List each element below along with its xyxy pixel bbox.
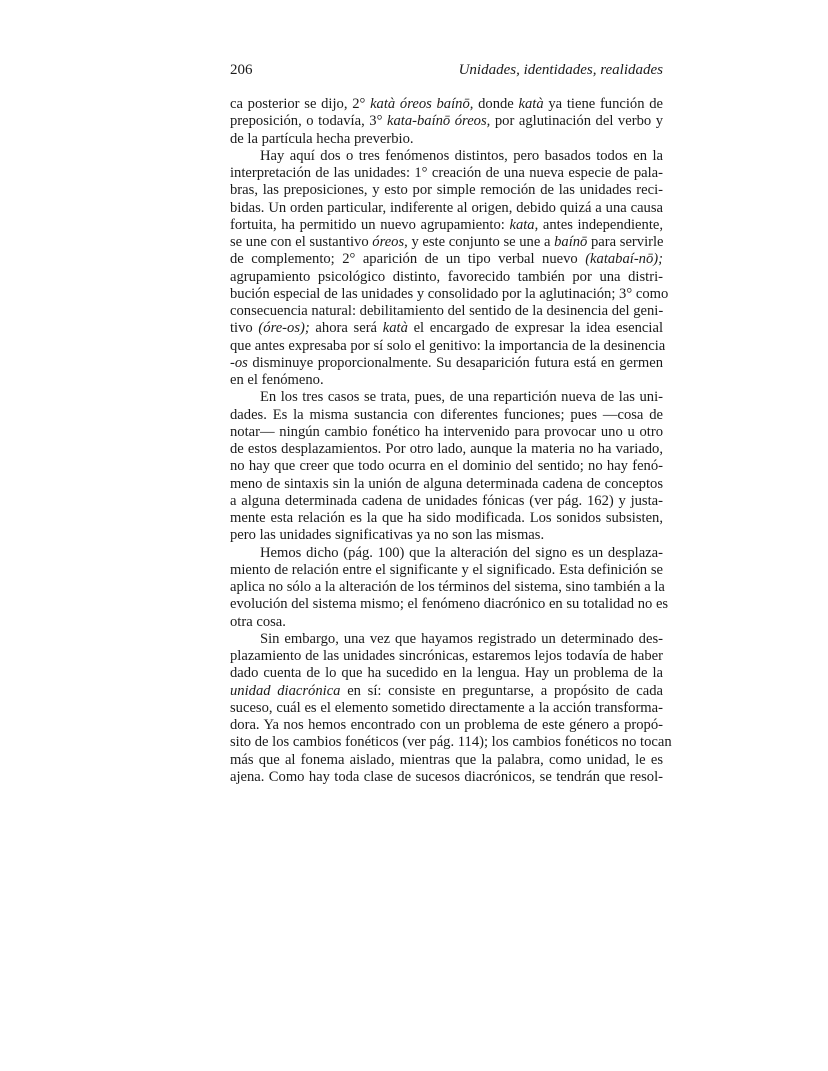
text-line: interpretación de las unidades: 1° creación de una nueva especie de pala-: [230, 165, 663, 181]
text-line: que antes expresaba por sí solo el genitivo: la importancia de la desinencia: [230, 337, 666, 354]
text-line: de complemento; 2° aparición de un tipo verbal nuevo (katabaí-nō);: [230, 251, 663, 268]
text-line: de estos desplazamientos. Por otro lado, aunque la materia no ha variado,: [230, 441, 663, 457]
text-line: mente esta relación es la que ha sido modificada. Los sonidos subsisten,: [230, 510, 663, 526]
text-line: ca posterior se dijo, 2° katà óreos baínō, donde katà ya tiene función de: [230, 96, 664, 112]
text-line: no hay que creer que todo ocurra en el dominio del sentido; no hay fenó-: [230, 458, 663, 475]
text-line: a alguna determinada cadena de unidades fónicas (ver pág. 162) y justa-: [230, 492, 663, 509]
text-line: en el fenómeno.: [230, 372, 324, 388]
text-line: pero las unidades significativas ya no son las mismas.: [230, 527, 545, 544]
text-line: dades. Es la misma sustancia con diferentes funciones; pues —cosa de: [230, 406, 663, 423]
text-line: fortuita, ha permitido un nuevo agrupamiento: kata, antes independiente,: [230, 216, 664, 233]
text-line: agrupamiento psicológico distinto, favorecido también por una distri-: [230, 268, 663, 285]
text-line: En los tres casos se trata, pues, de una repartición nueva de las uni-: [260, 389, 663, 406]
text-line: bidas. Un orden particular, indiferente al origen, debido quizá a una causa: [230, 199, 663, 216]
text-line: evolución del sistema mismo; el fenómeno diacrónico en su totalidad no es: [230, 596, 669, 613]
text-line: dora. Ya nos hemos encontrado con un problema de este género a propó-: [230, 717, 663, 733]
text-line: tivo (óre-os); ahora será katà el encargado de expresar la idea esencial: [230, 320, 663, 337]
running-title: Unidades, identidades, realidades: [458, 62, 663, 78]
text-line: plazamiento de las unidades sincrónicas, estaremos lejos todavía de haber: [230, 648, 663, 664]
text-line: dado cuenta de lo que ha sucedido en la lengua. Hay un problema de la: [230, 665, 663, 682]
text-line: Hay aquí dos o tres fenómenos distintos, pero basados todos en la: [260, 147, 663, 164]
text-line: bras, las preposiciones, y esto por simple remoción de las unidades reci-: [230, 182, 663, 199]
text-line: se une con el sustantivo óreos, y este conjunto se une a baínō para servirle: [230, 234, 664, 250]
text-line: sito de los cambios fonéticos (ver pág. 114); los cambios fonéticos no tocan: [230, 734, 672, 751]
running-header: [230, 62, 663, 82]
text-line: de la partícula hecha preverbio.: [230, 130, 414, 147]
text-line: notar— ningún cambio fonético ha intervenido para provocar uno u otro: [230, 423, 663, 440]
text-line: más que al fonema aislado, mientras que la palabra, como unidad, le es: [230, 751, 663, 768]
page-number: 206: [230, 62, 253, 78]
text-line: preposición, o todavía, 3° kata-baínō óreos, por aglutinación del verbo y: [230, 113, 664, 130]
text-line: Sin embargo, una vez que hayamos registrado un determinado des-: [260, 630, 663, 647]
text-line: otra cosa.: [230, 613, 286, 630]
text-line: Hemos dicho (pág. 100) que la alteración del signo es un desplaza-: [260, 544, 663, 561]
text-line: bución especial de las unidades y consolidado por la aglutinación; 3° como: [230, 285, 669, 302]
text-line: ajena. Como hay toda clase de sucesos diacrónicos, se tendrán que resol-: [230, 768, 663, 785]
text-line: meno de sintaxis sin la unión de alguna determinada cadena de conceptos: [230, 475, 663, 492]
text-line: -os disminuye proporcionalmente. Su desaparición futura está en germen: [230, 354, 663, 371]
text-line: unidad diacrónica en sí: consiste en preguntarse, a propósito de cada: [230, 682, 664, 699]
body-text: [230, 96, 672, 786]
text-line: miento de relación entre el significante y el significado. Esta definición se: [230, 561, 663, 578]
text-line: consecuencia natural: debilitamiento del sentido de la desinencia del geni-: [230, 303, 664, 319]
text-line: suceso, cuál es el elemento sometido directamente a la acción transforma-: [230, 699, 663, 716]
text-line: aplica no sólo a la alteración de los términos del sistema, sino también a la: [230, 579, 665, 595]
